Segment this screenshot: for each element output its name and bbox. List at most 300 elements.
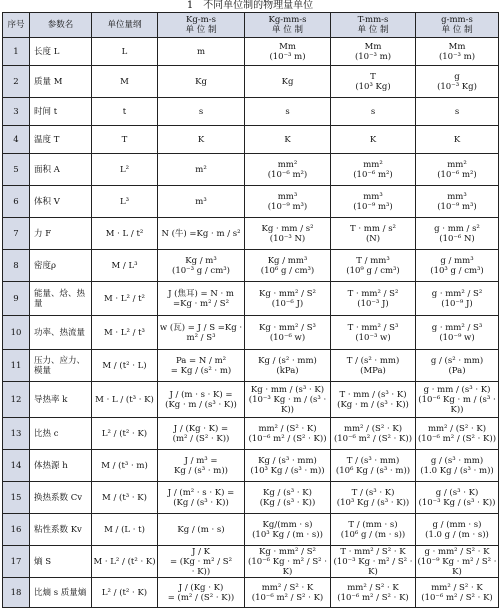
unit-kg-m-s [158, 450, 245, 482]
cell-text-line: m [196, 46, 206, 57]
unit-t-mm-s [331, 578, 416, 608]
cell-text-line: 9 [13, 293, 19, 304]
unit-g-mm-s [416, 350, 499, 382]
unit-kg-mm-s [245, 418, 331, 450]
unit-g-mm-s [416, 126, 499, 154]
cell-text-line: Kg / (m · s) [177, 524, 225, 535]
cell-text-line: Kg · mm² / S² [259, 546, 316, 557]
cell-text-line: (kPa) [276, 365, 299, 376]
cell-text-line: L [121, 46, 128, 57]
cell-text-line: 3 [13, 106, 19, 117]
cell-text-line: 11 [10, 360, 22, 371]
cell-text-line: t [122, 106, 127, 117]
unit-kg-m-s [158, 578, 245, 608]
cell-text-line: (10⁻⁶ Kg · m² / S² · K) [248, 556, 327, 577]
table-row [3, 514, 499, 546]
parameter-name [30, 98, 92, 126]
cell-text-line: 密度ρ [34, 260, 56, 271]
cell-text-line: (10⁻⁶ m²) [267, 169, 308, 180]
unit-t-mm-s [331, 514, 416, 546]
unit-g-mm-s [416, 382, 499, 418]
column-header [245, 13, 331, 38]
cell-text-line: K [197, 134, 205, 145]
dimension [92, 186, 158, 218]
parameter-name [30, 66, 92, 98]
cell-text-line: Kg · mm² / S² [259, 288, 316, 299]
table-row [3, 38, 499, 66]
column-header-line1: Kg-m-s [186, 15, 216, 25]
unit-t-mm-s [331, 418, 416, 450]
dimension [92, 450, 158, 482]
dimension [92, 514, 158, 546]
unit-t-mm-s [331, 282, 416, 316]
cell-text-line: (10⁻⁶ m²) [437, 169, 477, 180]
cell-text-line: mm² / (S² · K) [343, 423, 403, 434]
cell-text-line: M · L / t² [105, 228, 144, 239]
cell-text-line: · K)) [191, 566, 211, 577]
unit-g-mm-s [416, 250, 499, 282]
cell-text-line: g · mm² / S³ [431, 322, 483, 333]
cell-text-line: M · L² / (t² · K) [93, 556, 156, 567]
column-header-line1: T-mm-s [357, 15, 389, 25]
column-header [416, 13, 499, 38]
cell-text-line: mm² [447, 159, 467, 170]
cell-text-line: (Kg · m / (s³ · K)) [165, 399, 237, 410]
parameter-name [30, 250, 92, 282]
column-header-line2: 单 位 制 [357, 25, 389, 35]
cell-text-line: 4 [13, 134, 19, 145]
table-row [3, 66, 499, 98]
cell-text-line: M / (L · t) [104, 524, 145, 535]
cell-text-line: (10⁻³ Kg) [437, 81, 477, 92]
cell-text-line: 粘性系数 Kv [34, 524, 82, 535]
cell-text-line: mm³ [363, 191, 383, 202]
cell-text-line: (10⁻⁹ m³) [437, 201, 477, 212]
cell-text-line: J / (m² · s · K) = [167, 487, 235, 498]
parameter-name [30, 418, 92, 450]
dimension [92, 282, 158, 316]
parameter-name [30, 316, 92, 350]
dimension [92, 154, 158, 186]
table-row [3, 350, 499, 382]
cell-text-line: L² [119, 164, 130, 175]
row-index [3, 418, 30, 450]
dimension [92, 418, 158, 450]
cell-text-line: T · mm² / S² · K [340, 546, 406, 557]
cell-text-line: s [370, 106, 376, 117]
dimension [92, 482, 158, 514]
cell-text-line: Kg/(mm · s) [262, 519, 313, 530]
unit-kg-mm-s [245, 482, 331, 514]
unit-t-mm-s [331, 250, 416, 282]
table-row [3, 282, 499, 316]
cell-text-line: g [454, 71, 460, 82]
parameter-name [30, 282, 92, 316]
cell-text-line: (10³ Kg) [355, 81, 391, 92]
cell-text-line: 14 [10, 460, 22, 471]
column-header-line1: Kg-mm-s [268, 15, 307, 25]
unit-g-mm-s [416, 38, 499, 66]
unit-kg-m-s [158, 38, 245, 66]
column-header [92, 13, 158, 38]
unit-g-mm-s [416, 154, 499, 186]
unit-kg-m-s [158, 154, 245, 186]
cell-text-line: mm² / (S² · K) [258, 423, 317, 434]
table-caption [0, 0, 500, 12]
row-index [3, 482, 30, 514]
unit-kg-m-s [158, 316, 245, 350]
column-header-line2: 单 位 制 [441, 25, 473, 35]
cell-text-line: w (瓦) = J / S =Kg · m² / S³ [159, 322, 243, 343]
row-index [3, 250, 30, 282]
cell-text-line: M / (t³ · m) [101, 460, 148, 471]
unit-g-mm-s [416, 546, 499, 578]
parameter-name [30, 578, 92, 608]
unit-g-mm-s [416, 282, 499, 316]
unit-kg-mm-s [245, 250, 331, 282]
cell-text-line: J / (Kg · K) = [173, 423, 229, 434]
cell-text-line: M [120, 76, 129, 87]
cell-text-line: 体热源 h [34, 460, 68, 471]
cell-text-line: Kg / m³ [185, 255, 217, 266]
cell-text-line: 质量 M [34, 76, 63, 87]
cell-text-line: J / (Kg · K) [178, 582, 224, 593]
cell-text-line: L² / (t² · K) [101, 428, 148, 439]
cell-text-line: 18 [10, 587, 22, 598]
cell-text-line: mm³ [277, 191, 298, 202]
unit-kg-mm-s [245, 316, 331, 350]
cell-text-line: (Kg / (s³ · K)) [259, 497, 316, 508]
parameter-name [30, 126, 92, 154]
cell-text-line: 长度 L [34, 46, 60, 57]
row-index [3, 186, 30, 218]
cell-text-line: 换热系数 Cv [34, 492, 83, 503]
cell-text-line: (1.0 g / (m · s)) [425, 529, 489, 540]
cell-text-line: (10⁻³ N) [269, 233, 306, 244]
unit-t-mm-s [331, 450, 416, 482]
cell-text-line: K [284, 134, 291, 145]
cell-text-line: Mm [364, 41, 382, 52]
unit-kg-mm-s [245, 282, 331, 316]
cell-text-line: g · mm² / S² [431, 288, 483, 299]
table-row [3, 546, 499, 578]
cell-text-line: (m² / (S² · K)) [172, 433, 230, 444]
dimension [92, 218, 158, 250]
cell-text-line: T / (s³ · K) [351, 487, 395, 498]
unit-g-mm-s [416, 218, 499, 250]
cell-text-line: (10³ g / cm³) [430, 265, 484, 276]
dimension [92, 126, 158, 154]
parameter-name [30, 450, 92, 482]
cell-text-line: (10⁻⁶ m² / (S² · K)) [333, 433, 413, 444]
cell-text-line: 熵 S [34, 556, 52, 567]
cell-text-line: J (焦耳) = N · m =Kg · m² / S² [168, 288, 234, 309]
cell-text-line: (Kg / (s³ · K)) [173, 497, 229, 508]
cell-text-line: mm² [363, 159, 383, 170]
unit-kg-mm-s [245, 450, 331, 482]
cell-text-line: 1 [13, 46, 19, 57]
cell-text-line: (10⁶ g / (m · s)) [340, 529, 406, 540]
cell-text-line: (10⁻⁶ Kg · m / (s³ · K)) [418, 394, 496, 415]
cell-text-line: (10⁻⁶ N) [439, 233, 475, 244]
cell-text-line: Kg / (s³ · mm) [258, 455, 317, 466]
cell-text-line: Mm [279, 41, 296, 52]
unit-kg-m-s [158, 126, 245, 154]
cell-text-line: (10⁻⁶ m² / S² · K) [251, 592, 324, 603]
table-row [3, 186, 499, 218]
parameter-name [30, 350, 92, 382]
table-row [3, 250, 499, 282]
unit-kg-m-s [158, 546, 245, 578]
cell-text-line: 2 [13, 76, 19, 87]
cell-text-line: T · mm² / S³ [347, 322, 399, 333]
cell-text-line: M · L / (t³ · K) [95, 394, 154, 405]
unit-t-mm-s [331, 546, 416, 578]
cell-text-line: (10⁻⁶ m² / (S² · K)) [417, 433, 497, 444]
row-index [3, 38, 30, 66]
cell-text-line: (10⁻³ m) [354, 51, 392, 62]
cell-text-line: (10³ Kg / (s³ · m)) [250, 465, 325, 476]
cell-text-line: 12 [10, 394, 22, 405]
unit-kg-mm-s [245, 514, 331, 546]
unit-t-mm-s [331, 316, 416, 350]
unit-t-mm-s [331, 38, 416, 66]
table-row [3, 578, 499, 608]
unit-kg-mm-s [245, 350, 331, 382]
cell-text-line: (10⁻⁹ Kg · m² / S² · K) [417, 556, 497, 577]
column-header-line1: 序号 [7, 20, 25, 30]
column-header [331, 13, 416, 38]
cell-text-line: L² / (t² · K) [101, 587, 148, 598]
parameter-name [30, 514, 92, 546]
column-header [3, 13, 30, 38]
unit-kg-m-s [158, 98, 245, 126]
cell-text-line: J / K [191, 546, 211, 557]
parameter-name [30, 38, 92, 66]
cell-text-line: (10⁻⁶ m² / (S² · K)) [248, 433, 327, 444]
cell-text-line: 温度 T [34, 134, 60, 145]
unit-kg-mm-s [245, 186, 331, 218]
cell-text-line: (10⁻³ Kg · m / (s³ · K)) [248, 394, 327, 415]
unit-kg-mm-s [245, 154, 331, 186]
cell-text-line: 5 [13, 164, 19, 175]
cell-text-line: 导热率 k [34, 394, 68, 405]
cell-text-line: = (m² / (S² · K)) [167, 592, 235, 603]
cell-text-line: g / (mm · s) [432, 519, 482, 530]
dimension [92, 350, 158, 382]
parameter-name [30, 482, 92, 514]
table-row [3, 126, 499, 154]
dimension [92, 546, 158, 578]
unit-kg-mm-s [245, 98, 331, 126]
unit-kg-m-s [158, 250, 245, 282]
parameter-name [30, 546, 92, 578]
unit-t-mm-s [331, 126, 416, 154]
cell-text-line: (10⁻³ g / cm³) [172, 265, 230, 276]
cell-text-line: T [121, 134, 128, 145]
cell-text-line: (10⁻⁹ m³) [267, 201, 308, 212]
cell-text-line: mm² / S² · K [347, 582, 399, 593]
cell-text-line: mm² / (S² · K) [427, 423, 487, 434]
cell-text-line: (10³ Kg / (s³ · K)) [336, 497, 410, 508]
cell-text-line: mm² / S² · K [261, 582, 314, 593]
cell-text-line: Kg · mm² / S³ [259, 322, 316, 333]
row-index [3, 154, 30, 186]
cell-text-line: mm² / S² · K [431, 582, 483, 593]
unit-g-mm-s [416, 186, 499, 218]
table-row [3, 218, 499, 250]
cell-text-line: 功率、热流量 [34, 327, 86, 338]
cell-text-line: T · mm² / S² [347, 288, 399, 299]
cell-text-line: (Kg · m / (s³ · K)) [337, 399, 409, 410]
row-index [3, 282, 30, 316]
cell-text-line: 比热 c [34, 428, 59, 439]
cell-text-line: (10⁻⁶ m² / S² · K) [421, 592, 493, 603]
unit-kg-m-s [158, 482, 245, 514]
table-row [3, 482, 499, 514]
unit-kg-mm-s [245, 578, 331, 608]
dimension [92, 250, 158, 282]
parameter-name [30, 218, 92, 250]
cell-text-line: g · mm / (s³ · K) [423, 384, 491, 395]
cell-text-line: 力 F [34, 228, 52, 239]
cell-text-line: T · mm / s² [350, 223, 396, 234]
unit-t-mm-s [331, 350, 416, 382]
unit-g-mm-s [416, 482, 499, 514]
cell-text-line: 10 [10, 327, 22, 338]
cell-text-line: M / (t² · L) [102, 360, 147, 371]
row-index [3, 218, 30, 250]
cell-text-line: 8 [13, 260, 19, 271]
cell-text-line: = (Kg · m² / S² [169, 556, 232, 567]
cell-text-line: M / (t³ · K) [102, 492, 147, 503]
column-header-line1: g-mm-s [441, 15, 473, 25]
cell-text-line: T [370, 71, 376, 82]
cell-text-line: 13 [10, 428, 22, 439]
unit-t-mm-s [331, 66, 416, 98]
cell-text-line: N (牛) =Kg · m / s² [161, 228, 241, 239]
cell-text-line: 时间 t [34, 106, 58, 117]
cell-text-line: (10⁻⁶ w) [269, 332, 306, 343]
cell-text-line: g / (s³ · K) [435, 487, 479, 498]
cell-text-line: (10⁻⁹ m³) [353, 201, 393, 212]
table-row [3, 316, 499, 350]
cell-text-line: g / (s³ · mm) [430, 455, 484, 466]
unit-kg-mm-s [245, 546, 331, 578]
cell-text-line: Pa = N / m² [175, 355, 227, 366]
cell-text-line: T · mm / (s³ · K) [339, 389, 407, 400]
header-row [3, 13, 499, 38]
cell-text-line: g / (s² · mm) [430, 355, 484, 366]
cell-text-line: s [454, 106, 460, 117]
cell-text-line: Kg / mm³ [267, 255, 308, 266]
cell-text-line: (10⁹ g / cm³) [346, 265, 400, 276]
cell-text-line: (10⁻⁹ w) [439, 332, 475, 343]
cell-text-line: T / (s³ · mm) [346, 455, 400, 466]
unit-t-mm-s [331, 98, 416, 126]
dimension [92, 578, 158, 608]
cell-text-line: mm³ [447, 191, 467, 202]
cell-text-line: Kg / (s² · mm) [258, 355, 317, 366]
unit-t-mm-s [331, 154, 416, 186]
table-title: 不同单位制的物理量单位 [203, 0, 314, 11]
cell-text-line: (10⁶ g / cm³) [260, 265, 315, 276]
unit-t-mm-s [331, 218, 416, 250]
dimension [92, 316, 158, 350]
cell-text-line: Kg [195, 76, 207, 87]
cell-text-line: g · mm / s² [434, 223, 480, 234]
unit-kg-mm-s [245, 126, 331, 154]
unit-g-mm-s [416, 316, 499, 350]
parameter-name [30, 154, 92, 186]
unit-g-mm-s [416, 98, 499, 126]
row-index [3, 316, 30, 350]
cell-text-line: (10³ Kg / (m · s)) [252, 529, 323, 540]
cell-text-line: 面积 A [34, 164, 60, 175]
row-index [3, 98, 30, 126]
row-index [3, 578, 30, 608]
cell-text-line: J / (m · s · K) = [169, 389, 233, 400]
row-index [3, 450, 30, 482]
row-index [3, 546, 30, 578]
dimension [92, 382, 158, 418]
cell-text-line: M · L² / t² [104, 293, 145, 304]
unit-kg-m-s [158, 186, 245, 218]
cell-text-line: (10⁻³ w) [355, 332, 391, 343]
row-index [3, 350, 30, 382]
table-row [3, 98, 499, 126]
cell-text-line: Kg [281, 76, 294, 87]
cell-text-line: m³ [195, 196, 207, 207]
unit-t-mm-s [331, 186, 416, 218]
table-row [3, 418, 499, 450]
unit-g-mm-s [416, 418, 499, 450]
dimension [92, 66, 158, 98]
table-number: 1 [186, 0, 194, 11]
unit-table [2, 12, 499, 608]
cell-text-line: Mm [448, 41, 466, 52]
parameter-name [30, 382, 92, 418]
cell-text-line: K [369, 134, 377, 145]
cell-text-line: Kg · mm / s² [261, 223, 314, 234]
unit-kg-m-s [158, 218, 245, 250]
unit-kg-m-s [158, 350, 245, 382]
cell-text-line: K [453, 134, 461, 145]
cell-text-line: (10⁻³ J) [357, 298, 389, 309]
unit-t-mm-s [331, 382, 416, 418]
unit-kg-mm-s [245, 38, 331, 66]
cell-text-line: M / L³ [111, 260, 138, 271]
parameter-name [30, 186, 92, 218]
unit-g-mm-s [416, 450, 499, 482]
row-index [3, 382, 30, 418]
row-index [3, 126, 30, 154]
table-row [3, 154, 499, 186]
cell-text-line: g / mm³ [440, 255, 474, 266]
cell-text-line: T / (s² · mm) [346, 355, 400, 366]
column-header-line2: 单 位 制 [272, 25, 303, 35]
cell-text-line: T / mm³ [356, 255, 390, 266]
cell-text-line: J / m³ = [184, 455, 218, 466]
cell-text-line: (10⁶ Kg / (s³ · m)) [335, 465, 411, 476]
cell-text-line: (10⁻⁶ m²) [353, 169, 393, 180]
column-header [158, 13, 245, 38]
cell-text-line: (10⁻⁶ J) [271, 298, 304, 309]
cell-text-line: (N) [365, 233, 381, 244]
unit-kg-mm-s [245, 66, 331, 98]
column-header [30, 13, 92, 38]
cell-text-line: 体积 V [34, 196, 60, 207]
